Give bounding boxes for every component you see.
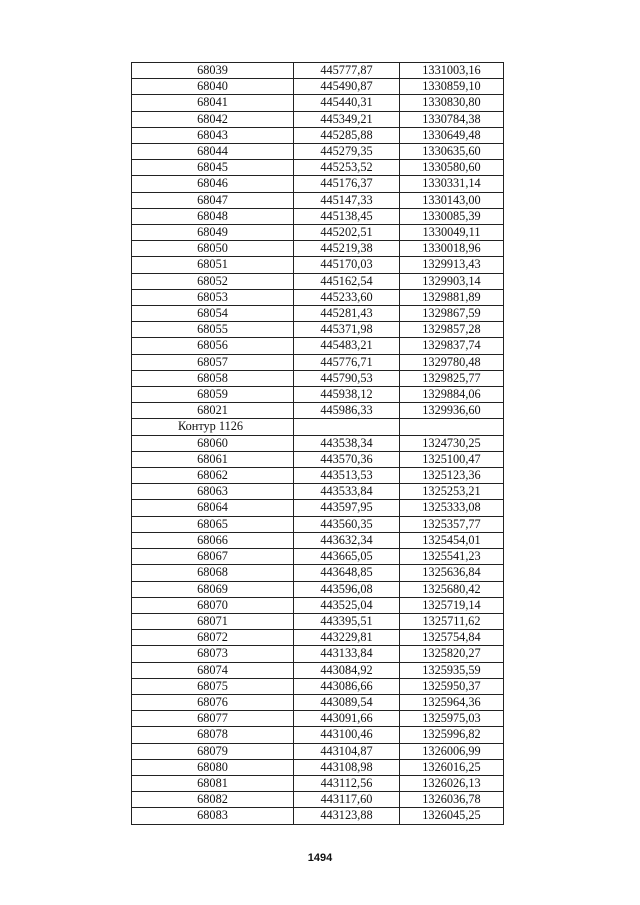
x-coordinate-cell: 443596,08 bbox=[294, 581, 400, 597]
x-coordinate-cell: 443086,66 bbox=[294, 678, 400, 694]
y-coordinate-cell: 1325964,36 bbox=[400, 694, 504, 710]
y-coordinate-cell: 1326016,25 bbox=[400, 759, 504, 775]
x-coordinate-cell: 445371,98 bbox=[294, 322, 400, 338]
y-coordinate-cell: 1329903,14 bbox=[400, 273, 504, 289]
x-coordinate-cell: 443123,88 bbox=[294, 808, 400, 824]
table-row bbox=[132, 759, 504, 775]
table-row bbox=[132, 435, 504, 451]
point-number-cell: 68072 bbox=[132, 630, 294, 646]
y-coordinate-cell: 1329780,48 bbox=[400, 354, 504, 370]
y-coordinate-cell: 1325454,01 bbox=[400, 532, 504, 548]
table-row bbox=[132, 192, 504, 208]
table-row bbox=[132, 257, 504, 273]
table-row bbox=[132, 613, 504, 629]
table-row bbox=[132, 468, 504, 484]
point-number-cell: 68046 bbox=[132, 176, 294, 192]
x-coordinate-cell: 445776,71 bbox=[294, 354, 400, 370]
table-row bbox=[132, 241, 504, 257]
table-row bbox=[132, 225, 504, 241]
table-row bbox=[132, 484, 504, 500]
point-number-cell: 68050 bbox=[132, 241, 294, 257]
table-row bbox=[132, 289, 504, 305]
x-coordinate-cell: 443648,85 bbox=[294, 565, 400, 581]
y-coordinate-cell: 1329913,43 bbox=[400, 257, 504, 273]
x-coordinate-cell: 445279,35 bbox=[294, 144, 400, 160]
table-row bbox=[132, 630, 504, 646]
y-coordinate-cell: 1330143,00 bbox=[400, 192, 504, 208]
y-coordinate-cell: 1325935,59 bbox=[400, 662, 504, 678]
x-coordinate-cell: 445138,45 bbox=[294, 208, 400, 224]
point-number-cell: 68051 bbox=[132, 257, 294, 273]
y-coordinate-cell: 1325680,42 bbox=[400, 581, 504, 597]
y-coordinate-cell: 1325711,62 bbox=[400, 613, 504, 629]
table-row bbox=[132, 79, 504, 95]
empty-cell bbox=[294, 419, 400, 435]
point-number-cell: 68061 bbox=[132, 451, 294, 467]
point-number-cell: 68054 bbox=[132, 306, 294, 322]
y-coordinate-cell: 1330649,48 bbox=[400, 127, 504, 143]
table-row bbox=[132, 678, 504, 694]
y-coordinate-cell: 1324730,25 bbox=[400, 435, 504, 451]
x-coordinate-cell: 443560,35 bbox=[294, 516, 400, 532]
x-coordinate-cell: 445986,33 bbox=[294, 403, 400, 419]
point-number-cell: 68045 bbox=[132, 160, 294, 176]
table-row bbox=[132, 792, 504, 808]
point-number-cell: 68039 bbox=[132, 63, 294, 79]
x-coordinate-cell: 443108,98 bbox=[294, 759, 400, 775]
x-coordinate-cell: 443091,66 bbox=[294, 711, 400, 727]
x-coordinate-cell: 445253,52 bbox=[294, 160, 400, 176]
empty-cell bbox=[400, 419, 504, 435]
y-coordinate-cell: 1326045,25 bbox=[400, 808, 504, 824]
table-row bbox=[132, 694, 504, 710]
y-coordinate-cell: 1325100,47 bbox=[400, 451, 504, 467]
x-coordinate-cell: 443117,60 bbox=[294, 792, 400, 808]
x-coordinate-cell: 445202,51 bbox=[294, 225, 400, 241]
y-coordinate-cell: 1330859,10 bbox=[400, 79, 504, 95]
y-coordinate-cell: 1330331,14 bbox=[400, 176, 504, 192]
y-coordinate-cell: 1325253,21 bbox=[400, 484, 504, 500]
point-number-cell: 68021 bbox=[132, 403, 294, 419]
point-number-cell: 68040 bbox=[132, 79, 294, 95]
point-number-cell: 68063 bbox=[132, 484, 294, 500]
y-coordinate-cell: 1329837,74 bbox=[400, 338, 504, 354]
point-number-cell: 68079 bbox=[132, 743, 294, 759]
table-row bbox=[132, 160, 504, 176]
point-number-cell: 68058 bbox=[132, 370, 294, 386]
y-coordinate-cell: 1325950,37 bbox=[400, 678, 504, 694]
table-row bbox=[132, 127, 504, 143]
point-number-cell: 68081 bbox=[132, 775, 294, 791]
y-coordinate-cell: 1329867,59 bbox=[400, 306, 504, 322]
point-number-cell: 68059 bbox=[132, 387, 294, 403]
table-row bbox=[132, 144, 504, 160]
table-row bbox=[132, 338, 504, 354]
table-row bbox=[132, 387, 504, 403]
x-coordinate-cell: 443513,53 bbox=[294, 468, 400, 484]
x-coordinate-cell: 443665,05 bbox=[294, 549, 400, 565]
x-coordinate-cell: 445147,33 bbox=[294, 192, 400, 208]
table-row bbox=[132, 370, 504, 386]
x-coordinate-cell: 443525,04 bbox=[294, 597, 400, 613]
x-coordinate-cell: 445170,03 bbox=[294, 257, 400, 273]
y-coordinate-cell: 1326026,13 bbox=[400, 775, 504, 791]
x-coordinate-cell: 445162,54 bbox=[294, 273, 400, 289]
table-row bbox=[132, 565, 504, 581]
x-coordinate-cell: 445349,21 bbox=[294, 111, 400, 127]
table-row bbox=[132, 500, 504, 516]
y-coordinate-cell: 1325333,08 bbox=[400, 500, 504, 516]
point-number-cell: 68042 bbox=[132, 111, 294, 127]
y-coordinate-cell: 1330784,38 bbox=[400, 111, 504, 127]
y-coordinate-cell: 1325636,84 bbox=[400, 565, 504, 581]
table-row bbox=[132, 322, 504, 338]
y-coordinate-cell: 1331003,16 bbox=[400, 63, 504, 79]
point-number-cell: 68055 bbox=[132, 322, 294, 338]
coordinates-table bbox=[131, 62, 504, 825]
x-coordinate-cell: 443084,92 bbox=[294, 662, 400, 678]
table-row bbox=[132, 532, 504, 548]
x-coordinate-cell: 443133,84 bbox=[294, 646, 400, 662]
x-coordinate-cell: 443597,95 bbox=[294, 500, 400, 516]
point-number-cell: 68080 bbox=[132, 759, 294, 775]
y-coordinate-cell: 1325541,23 bbox=[400, 549, 504, 565]
y-coordinate-cell: 1326036,78 bbox=[400, 792, 504, 808]
y-coordinate-cell: 1325975,03 bbox=[400, 711, 504, 727]
x-coordinate-cell: 445176,37 bbox=[294, 176, 400, 192]
point-number-cell: 68067 bbox=[132, 549, 294, 565]
table-row bbox=[132, 775, 504, 791]
x-coordinate-cell: 445777,87 bbox=[294, 63, 400, 79]
point-number-cell: 68077 bbox=[132, 711, 294, 727]
x-coordinate-cell: 443395,51 bbox=[294, 613, 400, 629]
point-number-cell: 68057 bbox=[132, 354, 294, 370]
table-row bbox=[132, 646, 504, 662]
x-coordinate-cell: 445483,21 bbox=[294, 338, 400, 354]
table-row bbox=[132, 354, 504, 370]
y-coordinate-cell: 1330085,39 bbox=[400, 208, 504, 224]
y-coordinate-cell: 1330580,60 bbox=[400, 160, 504, 176]
table-row bbox=[132, 208, 504, 224]
y-coordinate-cell: 1326006,99 bbox=[400, 743, 504, 759]
point-number-cell: 68062 bbox=[132, 468, 294, 484]
table-row bbox=[132, 306, 504, 322]
table-row bbox=[132, 662, 504, 678]
table-row bbox=[132, 95, 504, 111]
point-number-cell: 68068 bbox=[132, 565, 294, 581]
point-number-cell: 68069 bbox=[132, 581, 294, 597]
y-coordinate-cell: 1330018,96 bbox=[400, 241, 504, 257]
table-row bbox=[132, 176, 504, 192]
x-coordinate-cell: 443089,54 bbox=[294, 694, 400, 710]
y-coordinate-cell: 1330635,60 bbox=[400, 144, 504, 160]
table-row bbox=[132, 451, 504, 467]
table-row bbox=[132, 111, 504, 127]
x-coordinate-cell: 445233,60 bbox=[294, 289, 400, 305]
point-number-cell: 68044 bbox=[132, 144, 294, 160]
x-coordinate-cell: 445440,31 bbox=[294, 95, 400, 111]
y-coordinate-cell: 1329857,28 bbox=[400, 322, 504, 338]
point-number-cell: 68075 bbox=[132, 678, 294, 694]
x-coordinate-cell: 443632,34 bbox=[294, 532, 400, 548]
page-number: 1494 bbox=[307, 852, 333, 864]
y-coordinate-cell: 1329884,06 bbox=[400, 387, 504, 403]
x-coordinate-cell: 443229,81 bbox=[294, 630, 400, 646]
y-coordinate-cell: 1325123,36 bbox=[400, 468, 504, 484]
y-coordinate-cell: 1330049,11 bbox=[400, 225, 504, 241]
x-coordinate-cell: 443533,84 bbox=[294, 484, 400, 500]
point-number-cell: 68065 bbox=[132, 516, 294, 532]
x-coordinate-cell: 443570,36 bbox=[294, 451, 400, 467]
table-row bbox=[132, 273, 504, 289]
x-coordinate-cell: 445490,87 bbox=[294, 79, 400, 95]
point-number-cell: 68060 bbox=[132, 435, 294, 451]
point-number-cell: 68049 bbox=[132, 225, 294, 241]
point-number-cell: 68076 bbox=[132, 694, 294, 710]
point-number-cell: 68066 bbox=[132, 532, 294, 548]
point-number-cell: 68041 bbox=[132, 95, 294, 111]
y-coordinate-cell: 1329936,60 bbox=[400, 403, 504, 419]
point-number-cell: 68052 bbox=[132, 273, 294, 289]
x-coordinate-cell: 443538,34 bbox=[294, 435, 400, 451]
point-number-cell: 68047 bbox=[132, 192, 294, 208]
x-coordinate-cell: 445790,53 bbox=[294, 370, 400, 386]
table-row bbox=[132, 743, 504, 759]
x-coordinate-cell: 445281,43 bbox=[294, 306, 400, 322]
point-number-cell: 68064 bbox=[132, 500, 294, 516]
y-coordinate-cell: 1325357,77 bbox=[400, 516, 504, 532]
table-row bbox=[132, 581, 504, 597]
y-coordinate-cell: 1325820,27 bbox=[400, 646, 504, 662]
x-coordinate-cell: 443112,56 bbox=[294, 775, 400, 791]
point-number-cell: 68073 bbox=[132, 646, 294, 662]
table-row bbox=[132, 711, 504, 727]
table-row bbox=[132, 403, 504, 419]
point-number-cell: 68083 bbox=[132, 808, 294, 824]
contour-label: Контур 1126 bbox=[132, 419, 294, 435]
point-number-cell: 68078 bbox=[132, 727, 294, 743]
point-number-cell: 68053 bbox=[132, 289, 294, 305]
table-row bbox=[132, 549, 504, 565]
point-number-cell: 68070 bbox=[132, 597, 294, 613]
table-row bbox=[132, 516, 504, 532]
point-number-cell: 68048 bbox=[132, 208, 294, 224]
x-coordinate-cell: 445938,12 bbox=[294, 387, 400, 403]
coordinates-table-body bbox=[132, 63, 504, 825]
x-coordinate-cell: 443100,46 bbox=[294, 727, 400, 743]
y-coordinate-cell: 1325719,14 bbox=[400, 597, 504, 613]
x-coordinate-cell: 445219,38 bbox=[294, 241, 400, 257]
point-number-cell: 68071 bbox=[132, 613, 294, 629]
y-coordinate-cell: 1325754,84 bbox=[400, 630, 504, 646]
point-number-cell: 68082 bbox=[132, 792, 294, 808]
table-row bbox=[132, 597, 504, 613]
y-coordinate-cell: 1330830,80 bbox=[400, 95, 504, 111]
y-coordinate-cell: 1325996,82 bbox=[400, 727, 504, 743]
point-number-cell: 68056 bbox=[132, 338, 294, 354]
point-number-cell: 68043 bbox=[132, 127, 294, 143]
table-row bbox=[132, 808, 504, 824]
table-row bbox=[132, 727, 504, 743]
y-coordinate-cell: 1329825,77 bbox=[400, 370, 504, 386]
y-coordinate-cell: 1329881,89 bbox=[400, 289, 504, 305]
contour-header-row bbox=[132, 419, 504, 435]
point-number-cell: 68074 bbox=[132, 662, 294, 678]
x-coordinate-cell: 445285,88 bbox=[294, 127, 400, 143]
x-coordinate-cell: 443104,87 bbox=[294, 743, 400, 759]
table-row bbox=[132, 63, 504, 79]
